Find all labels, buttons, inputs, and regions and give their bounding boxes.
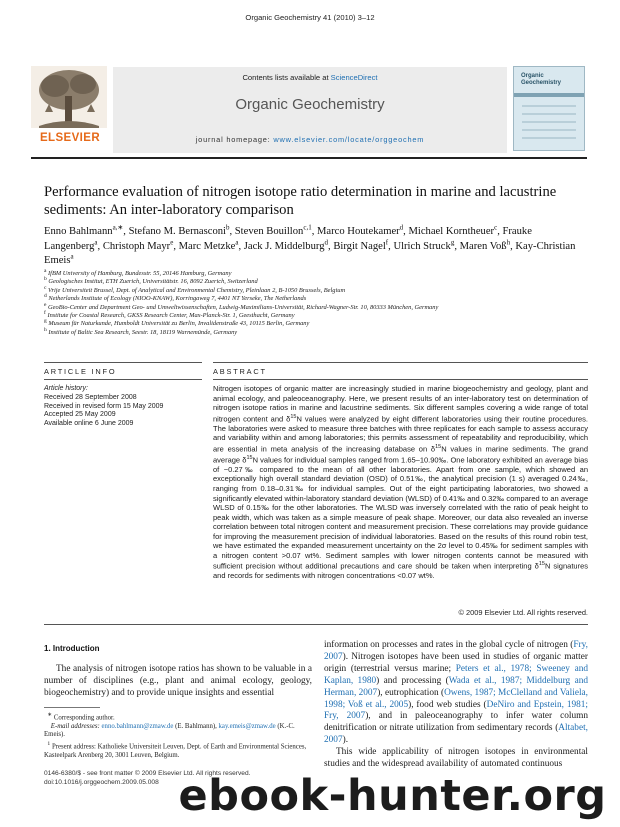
author-name: Enno Bahlmann: [44, 226, 113, 237]
citation-link[interactable]: Altabet, 2007: [324, 723, 588, 746]
history-online: Available online 6 June 2009: [44, 420, 134, 428]
email-link[interactable]: kay.emeis@zmaw.de: [218, 722, 276, 730]
email-label: E-mail addresses:: [50, 722, 100, 730]
homepage-link[interactable]: www.elsevier.com/locate/orggeochem: [273, 135, 425, 144]
masthead-rule: [31, 157, 587, 159]
abstract-text: Nitrogen isotopes of organic matter are increasingly studied in marine biogeochemistry and geology, plant and animal ecology, and paleoceanography. Here, we present results of an inter-laboratory test on determination of nitrogen isotope ratios in marine and lacustrine sediments. Six different samples covering a wide range of total nitrogen content and $\delta^{15}N$ values were analyzed by eight different laboratories using their routine procedures. The laboratories were asked to measure three batches with three replicates for each sample to assess accuracy and variability within and among laboratories; this permits assessment of repeatability and reproducibility, which are essential in meta analysis of the increasing database on $\delta^{15}N$ values in marine sediments. The grand average $\delta^{15}N$ values for individual samples ranged from 1.65–10.90‰. One laboratory exhibited an average bias of −0.27‰ compared to the mean of all other laboratories. Apart from one sample, which showed an exceptionally high overall standard deviation (OSD) of 0.51‰, the analytical precision (1 s) averaged 0.24‰, ranging from 0.18–0.31‰ for individual samples. Out of the eight participating laboratories, two showed a significantly elevated within-laboratory standard deviation (WLSD) of 0.41‰ and 0.32‰ compared to an average WLSD of 0.15‰ for the other laboratories. The WLSD was inversely correlated with the ratio of peak height to peak width, which was taken as a simple measure of peak shape. Moreover, our data also revealed an inverse correlation between total nitrogen content and measurement precision. These correlations may provide guidance for improving the measurement precision of individual laboratories. Based on the results of this round robin test, we have estimated the expanded measurement uncertainty on the 2σ level to 0.45‰ for sediment samples with a nitrogen content >0.07 wt%. Sediment samples with lower nitrogen contents cannot be measured with sufficient precision without additional precautions and care should be taken when interpreting $\delta^{15}N$ signatures and records for sediments with nitrogen concentrations <0.07 wt%.: [213, 384, 588, 581]
footnote-corresponding: [44, 711, 312, 723]
cover-line: [522, 129, 576, 131]
affiliation-key: h: [44, 326, 47, 333]
publisher-logo-text: ELSEVIER: [39, 132, 101, 144]
author-affiliation-mark: d: [324, 237, 329, 246]
affiliation: [44, 295, 589, 303]
text-run: ).: [342, 735, 349, 746]
author-name: Christoph Mayr: [102, 240, 171, 252]
author-name: Kay-Christian Emeis: [44, 240, 576, 266]
author-affiliation-mark: f: [385, 237, 389, 246]
affiliation: [44, 284, 589, 295]
journal-homepage: [113, 135, 507, 144]
author-name: Steven Bouillon: [234, 226, 304, 237]
affiliation-text: Institute for Coastal Research, GKSS Research Center, Max-Planck-Str. 1, Geesthacht, Germany: [45, 312, 295, 320]
text-run: ), eutrophication (: [377, 687, 445, 698]
affiliation: [44, 326, 589, 337]
author-name: Birgit Nagel: [333, 240, 386, 252]
affiliation-list: [44, 267, 589, 337]
affiliation: [44, 278, 589, 286]
affiliation-text: Geologisches Institut, ETH Zuerich, Universitätstr. 16, 8092 Zuerich, Switzerland: [46, 278, 258, 286]
affiliation-key: c: [44, 284, 47, 291]
author-affiliation-mark: e: [170, 237, 174, 246]
author-affiliation-mark: a: [235, 237, 239, 246]
isotope-mass-number: 15: [290, 413, 297, 420]
affiliation: [44, 301, 589, 312]
author-list: Enno Bahlmann$^{a,∗}$, Stefano M. Bernasconi$^b$, Steven Bouillon$^{c,1}$, Marco Houtekamer$^d$, Michael Korntheuer$^c$, Frauke Langenberg$^a$, Christoph Mayr$^e$, Marc Metzke$^a$, Jack J. Middelburg$^d$, Birgit Nagel$^f$, Ulrich Struck$^g$, Maren Voß$^h$, Kay-Christian Emeis$^a$: [44, 223, 576, 266]
author-affiliation-mark: g: [450, 237, 455, 246]
email-owner: (K.-C. Emeis).: [44, 722, 295, 739]
article-info-heading: ARTICLE INFO: [44, 367, 117, 376]
homepage-prefix: journal homepage:: [195, 135, 274, 144]
article-history: [44, 385, 204, 429]
abstract-rule-top: [213, 362, 588, 363]
watermark: ebook-hunter.org: [178, 771, 607, 821]
text-run: ), food web studies (: [408, 699, 487, 710]
author-name: Stefano M. Bernasconi: [128, 226, 226, 237]
isotope-mass-number: 15: [435, 443, 442, 450]
isotope-mass-number: 15: [538, 561, 545, 568]
affiliation-key: e: [44, 301, 47, 308]
email-link[interactable]: enno.bahlmann@zmaw.de: [101, 722, 174, 730]
affiliation: [44, 320, 589, 328]
author-affiliation-mark: a: [70, 252, 74, 261]
affiliation-key: a: [44, 267, 47, 274]
abstract-bottom-rule: [44, 624, 588, 625]
isotope-mass-number: 15: [246, 454, 253, 461]
citation-link[interactable]: Owens, 1987; McClelland and Valiela, 1998; Voß et al., 2005: [324, 687, 588, 710]
email-owner: (E. Bahlmann),: [175, 722, 217, 730]
intro-paragraph-continued: [324, 640, 588, 747]
cover-strip: [514, 93, 585, 97]
text-run: ) and processing (: [376, 675, 449, 686]
footnotes: [44, 711, 312, 760]
journal-cover-thumbnail: [513, 66, 585, 151]
affiliation-text: IfBM University of Hamburg, Bundesstr. 55, 20146 Hamburg, Germany: [46, 270, 232, 277]
abstract-rule: [213, 379, 588, 380]
history-accepted: Accepted 25 May 2009: [44, 411, 116, 419]
abstract-heading: ABSTRACT: [213, 367, 267, 376]
footnote-email: [44, 723, 312, 740]
issn-line: 0146-6380/$ - see front matter © 2009 Elsevier Ltd. All rights reserved.: [44, 770, 251, 777]
copyright-line: © 2009 Elsevier Ltd. All rights reserved.: [458, 608, 588, 617]
section-heading-introduction: 1. Introduction: [44, 644, 100, 653]
article-info-rule-top: [44, 362, 202, 363]
author-affiliation-mark: h: [506, 237, 511, 246]
footnote-mark: ∗: [47, 712, 53, 718]
affiliation-text: Museum für Naturkunde, Humboldt Universität zu Berlin, Invalidenstraße 43, 10115 Berlin, Germany: [46, 320, 310, 328]
citation-link[interactable]: Peters et al., 1978; Sweeney and Kaplan, 1980: [324, 663, 588, 686]
intro-paragraph: This wide applicability of nitrogen isotopes in environmental studies and the widespread availability of automated continuous: [324, 747, 588, 770]
author-affiliation-mark: b: [225, 223, 230, 232]
text-run: ), and in paleoceanography to infer water column denitrification or nitrate utilization from sedimentary records (: [324, 711, 588, 734]
affiliation-key: b: [44, 276, 47, 283]
article-info-rule: [44, 379, 202, 380]
author-affiliation-mark: a,∗: [112, 223, 124, 232]
intro-paragraph: The analysis of nitrogen isotope ratios has shown to be valuable in a number of disciplines (e.g., plant and animal ecology, geology, biogeochemistry) and to provide unique insights and essential: [44, 664, 312, 698]
history-label: Article history:: [44, 385, 88, 392]
cover-line: [522, 137, 576, 139]
intro-column-right: [324, 640, 588, 771]
doi-line: doi:10.1016/j.orggeochem.2009.05.008: [44, 778, 159, 786]
footnote-text: Corresponding author.: [53, 714, 115, 722]
affiliation-key: d: [44, 293, 47, 300]
affiliation-key: g: [44, 318, 47, 325]
affiliation-text: Institute of Baltic Sea Research, Seestr. 18, 18119 Warnemünde, Germany: [46, 328, 238, 336]
author-name: Michael Korntheuer: [408, 226, 495, 237]
cover-line: [522, 121, 576, 123]
affiliation-text: Netherlands Institute of Ecology (NIOO-KNAW), Korringaweg 7, 4401 NT Yerseke, The Netherlands: [46, 295, 307, 303]
author-affiliation-mark: c: [494, 223, 498, 232]
author-affiliation-mark: d: [399, 223, 404, 232]
author-name: Ulrich Struck: [393, 240, 451, 252]
cover-line: [522, 105, 576, 107]
affiliation-key: f: [44, 309, 46, 316]
running-head: Organic Geochemistry 41 (2010) 3–12: [245, 13, 375, 22]
cover-title: Organic Geochemistry: [521, 73, 562, 86]
author-name: Marc Metzke: [178, 240, 236, 252]
history-received: Received 28 September 2008: [44, 393, 137, 401]
footnote-mark: 1: [47, 740, 51, 747]
history-revised: Received in revised form 15 May 2009: [44, 402, 164, 410]
journal-title: Organic Geochemistry: [235, 96, 385, 113]
contents-prefix: Contents lists available at: [242, 73, 331, 82]
author-affiliation-mark: c,1: [303, 223, 312, 232]
author-name: Marco Houtekamer: [317, 226, 400, 237]
text-run: information on processes and rates in the global cycle of nitrogen (: [324, 640, 574, 650]
citation-link[interactable]: Fry, 2007: [324, 640, 588, 662]
author-name: Jack J. Middelburg: [243, 240, 325, 252]
footnote-present-address: [44, 740, 312, 760]
citation-link[interactable]: DeNiro and Epstein, 1981; Fry, 2007: [324, 699, 589, 722]
affiliation-text: Vrije Universiteit Brussel, Dept. of Analytical and Environmental Chemistry, Pleinlaan 2, B-1050 Brussels, Belgium: [46, 286, 346, 294]
affiliation-text: GeoBio-Center and Department Geo- und Umweltwissenschaften, Ludwig-Maximilians-Universität, Richard-Wagner-Str. 10, 80333 München, Germany: [46, 303, 439, 311]
author-name: Maren Voß: [459, 240, 507, 252]
intro-column-left: [44, 664, 312, 700]
sciencedirect-link[interactable]: ScienceDirect: [330, 73, 378, 82]
footnote-rule: [44, 707, 100, 708]
author-affiliation-mark: a: [94, 237, 98, 246]
article-title: Performance evaluation of nitrogen isotope ratio determination in marine and lacustrine sediments: An inter-laboratory comparison: [44, 184, 557, 218]
text-run: ). Nitrogen isotopes have been used in studies of organic matter origin (terrestrial versus marine;: [324, 651, 588, 674]
citation-link[interactable]: Wada et al., 1987; Middelburg and Herman, 2007: [324, 675, 588, 698]
cover-line: [522, 113, 576, 115]
author-name: Frauke Langenberg: [44, 226, 532, 252]
footnote-text: Present address: Katholieke Universiteit Leuven, Dept. of Earth and Environmental Sciences, Kasteelpark Arenberg 20, 3001 Leuven, Belgium.: [44, 743, 307, 759]
contents-line: [113, 73, 507, 82]
